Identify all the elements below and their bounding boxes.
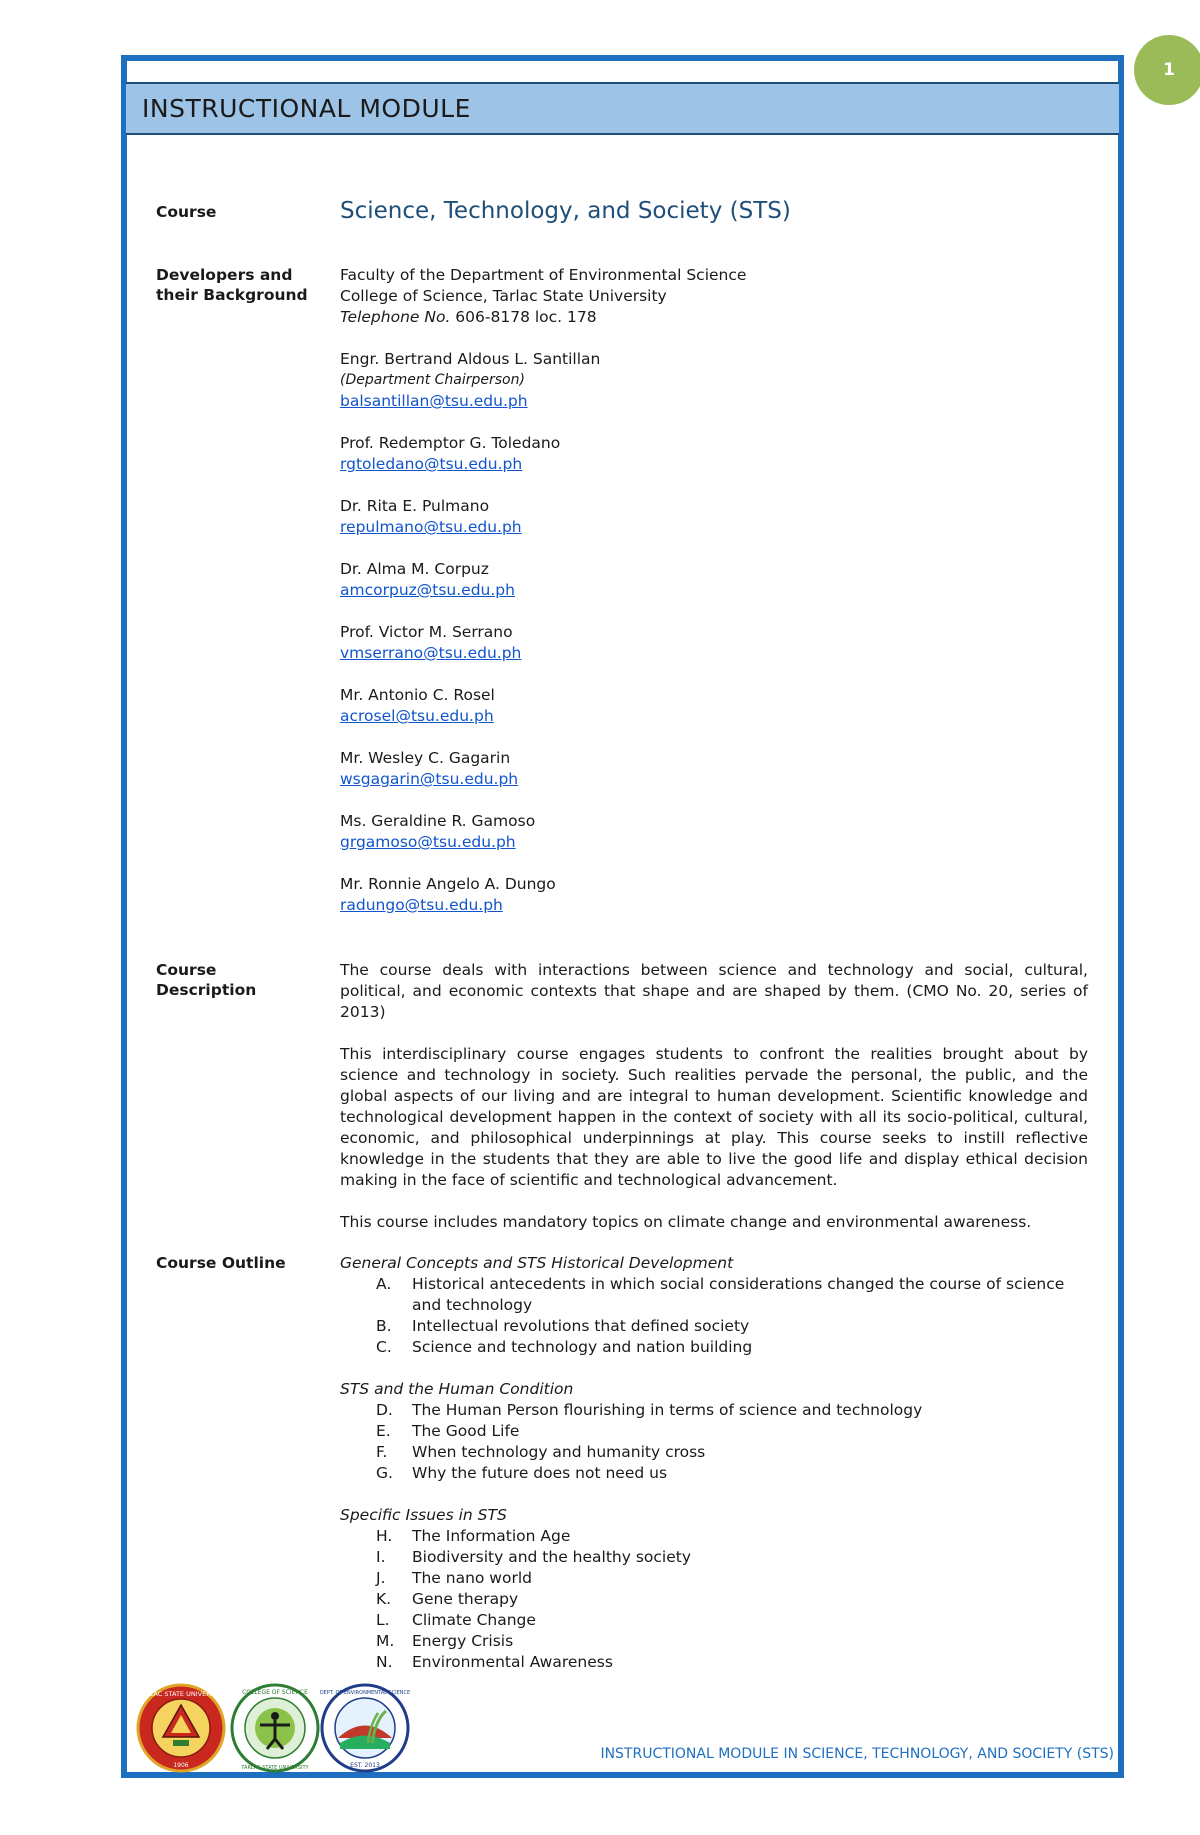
outline-item — [340, 1652, 1088, 1673]
description-label-line1: Course — [156, 961, 217, 979]
outline-item-text: The nano world — [412, 1569, 532, 1587]
outline-item-text: Biodiversity and the healthy society — [412, 1548, 691, 1566]
developer-email-link[interactable]: repulmano@tsu.edu.ph — [340, 518, 522, 536]
outline-item-text: The Good Life — [412, 1422, 520, 1440]
outline-group-title: General Concepts and STS Historical Development — [340, 1254, 734, 1272]
developer-email-link[interactable]: vmserrano@tsu.edu.ph — [340, 644, 522, 662]
outline-item — [340, 1400, 1088, 1421]
module-header-title: INSTRUCTIONAL MODULE — [142, 94, 471, 123]
outline-item-text: The Human Person flourishing in terms of science and technology — [412, 1401, 923, 1419]
developer-email-link[interactable]: grgamoso@tsu.edu.ph — [340, 833, 516, 851]
outline-item-letter: J. — [376, 1569, 386, 1587]
developer-email-link[interactable]: amcorpuz@tsu.edu.ph — [340, 581, 515, 599]
developers-label-line1: Developers and — [156, 266, 293, 284]
outline-item — [340, 1337, 1088, 1358]
module-header — [126, 82, 1119, 135]
developer-name: Engr. Bertrand Aldous L. Santillan — [340, 350, 601, 368]
developer-name: Mr. Ronnie Angelo A. Dungo — [340, 875, 556, 893]
developer-entry — [340, 433, 1088, 475]
outline-item — [340, 1589, 1088, 1610]
outline-item — [340, 1568, 1088, 1589]
svg-text:TARLAC STATE UNIVERSITY: TARLAC STATE UNIVERSITY — [241, 1765, 309, 1771]
developer-email-link[interactable]: wsgagarin@tsu.edu.ph — [340, 770, 519, 788]
svg-text:EST. 2013: EST. 2013 — [350, 1762, 380, 1769]
outline-item-letter: L. — [376, 1611, 390, 1629]
developers-section — [340, 265, 1088, 937]
description-paragraph: This interdisciplinary course engages students to confront the realities brought about by science and technology in society. Such realities pervade the personal, the public, and the global aspects of our living and are integral to human development. Scientific knowledge and technological development happen in the context of society with all its socio-political, cultural, economic, and philosophical underpinnings at play. This course seeks to instill reflective knowledge in the students that they are able to live the good life and display ethical decision making in the face of scientific and technological advancement. — [340, 1045, 1088, 1189]
outline-item-letter: F. — [376, 1443, 388, 1461]
developer-name: Ms. Geraldine R. Gamoso — [340, 812, 536, 830]
tarlac-state-university-seal-icon — [136, 1683, 226, 1777]
developer-email-link[interactable]: radungo@tsu.edu.ph — [340, 896, 503, 914]
telephone-label: Telephone No. — [340, 308, 451, 326]
developer-name: Dr. Rita E. Pulmano — [340, 497, 490, 515]
developer-email-link[interactable]: rgtoledano@tsu.edu.ph — [340, 455, 523, 473]
description-label — [156, 960, 256, 1000]
developer-name: Dr. Alma M. Corpuz — [340, 560, 489, 578]
college-of-science-seal-icon — [230, 1683, 320, 1777]
developer-entry — [340, 559, 1088, 601]
developer-name: Prof. Victor M. Serrano — [340, 623, 513, 641]
developers-label — [156, 265, 308, 305]
department-environmental-science-seal-icon — [320, 1683, 410, 1777]
developer-name: Mr. Antonio C. Rosel — [340, 686, 495, 704]
outline-item-text: Intellectual revolutions that defined society — [412, 1317, 750, 1335]
outline-item-letter: N. — [376, 1653, 393, 1671]
outline-group-title: STS and the Human Condition — [340, 1380, 574, 1398]
developer-entry — [340, 622, 1088, 664]
outline-item — [340, 1526, 1088, 1547]
outline-item-letter: E. — [376, 1422, 391, 1440]
developer-role: (Department Chairperson) — [340, 372, 525, 388]
telephone-value: 606-8178 loc. 178 — [450, 308, 597, 326]
developer-name: Mr. Wesley C. Gagarin — [340, 749, 511, 767]
outline-group — [340, 1253, 1088, 1358]
description-section — [340, 960, 1088, 1254]
developers-label-line2: their Background — [156, 286, 308, 304]
outline-item-text: Environmental Awareness — [412, 1653, 613, 1671]
outline-item-letter: G. — [376, 1464, 393, 1482]
developer-name: Prof. Redemptor G. Toledano — [340, 434, 561, 452]
outline-item-text: Why the future does not need us — [412, 1464, 668, 1482]
outline-item-text: Climate Change — [412, 1611, 536, 1629]
outline-item-letter: C. — [376, 1338, 392, 1356]
developer-entry — [340, 496, 1088, 538]
outline-item-text: Gene therapy — [412, 1590, 519, 1608]
developer-email-link[interactable]: balsantillan@tsu.edu.ph — [340, 392, 528, 410]
page-number-badge: 1 — [1134, 35, 1200, 105]
outline-section — [340, 1253, 1088, 1694]
outline-item-text: Science and technology and nation building — [412, 1338, 753, 1356]
svg-text:1906: 1906 — [173, 1762, 189, 1769]
outline-group — [340, 1379, 1088, 1484]
description-paragraph: The course deals with interactions between science and technology and social, cultural, political, and economic contexts that shape and are shaped by them. (CMO No. 20, series of 2013) — [340, 961, 1088, 1021]
developer-entry — [340, 748, 1088, 790]
footer-module-title: INSTRUCTIONAL MODULE IN SCIENCE, TECHNOLOGY, AND SOCIETY (STS) — [600, 1746, 1114, 1762]
outline-item-text: Energy Crisis — [412, 1632, 514, 1650]
department-block — [340, 265, 1088, 328]
developer-entry — [340, 349, 1088, 412]
outline-group-title: Specific Issues in STS — [340, 1506, 507, 1524]
course-label: Course — [156, 203, 217, 221]
telephone-line — [340, 307, 1088, 328]
college-line: College of Science, Tarlac State University — [340, 287, 667, 305]
outline-item-letter: K. — [376, 1590, 392, 1608]
outline-item-letter: D. — [376, 1401, 393, 1419]
svg-text:TARLAC STATE UNIVERSITY: TARLAC STATE UNIVERSITY — [137, 1690, 225, 1698]
outline-item — [340, 1421, 1088, 1442]
developer-entry — [340, 685, 1088, 727]
outline-item — [340, 1547, 1088, 1568]
outline-item-letter: A. — [376, 1275, 392, 1293]
course-title: Science, Technology, and Society (STS) — [340, 198, 791, 224]
outline-group — [340, 1505, 1088, 1673]
outline-label: Course Outline — [156, 1254, 286, 1272]
outline-item-letter: I. — [376, 1548, 386, 1566]
outline-item-letter: H. — [376, 1527, 393, 1545]
outline-item — [340, 1610, 1088, 1631]
developer-email-link[interactable]: acrosel@tsu.edu.ph — [340, 707, 494, 725]
outline-item — [340, 1442, 1088, 1463]
outline-item — [340, 1463, 1088, 1484]
description-label-line2: Description — [156, 981, 257, 999]
department-line: Faculty of the Department of Environmental Science — [340, 266, 747, 284]
developer-entry — [340, 811, 1088, 853]
outline-item — [340, 1631, 1088, 1652]
outline-item — [340, 1316, 1088, 1337]
outline-item-letter: M. — [376, 1632, 395, 1650]
outline-item-letter: B. — [376, 1317, 392, 1335]
svg-text:COLLEGE OF SCIENCE: COLLEGE OF SCIENCE — [242, 1689, 308, 1696]
developer-entry — [340, 874, 1088, 916]
svg-text:DEPT. OF ENVIRONMENTAL SCIENCE: DEPT. OF ENVIRONMENTAL SCIENCE — [320, 1690, 410, 1696]
outline-item — [340, 1274, 1088, 1316]
outline-item-text: When technology and humanity cross — [412, 1443, 706, 1461]
outline-item-text: Historical antecedents in which social considerations changed the course of science and technology — [412, 1275, 1065, 1314]
description-paragraph: This course includes mandatory topics on climate change and environmental awareness. — [340, 1213, 1032, 1231]
outline-item-text: The Information Age — [412, 1527, 571, 1545]
